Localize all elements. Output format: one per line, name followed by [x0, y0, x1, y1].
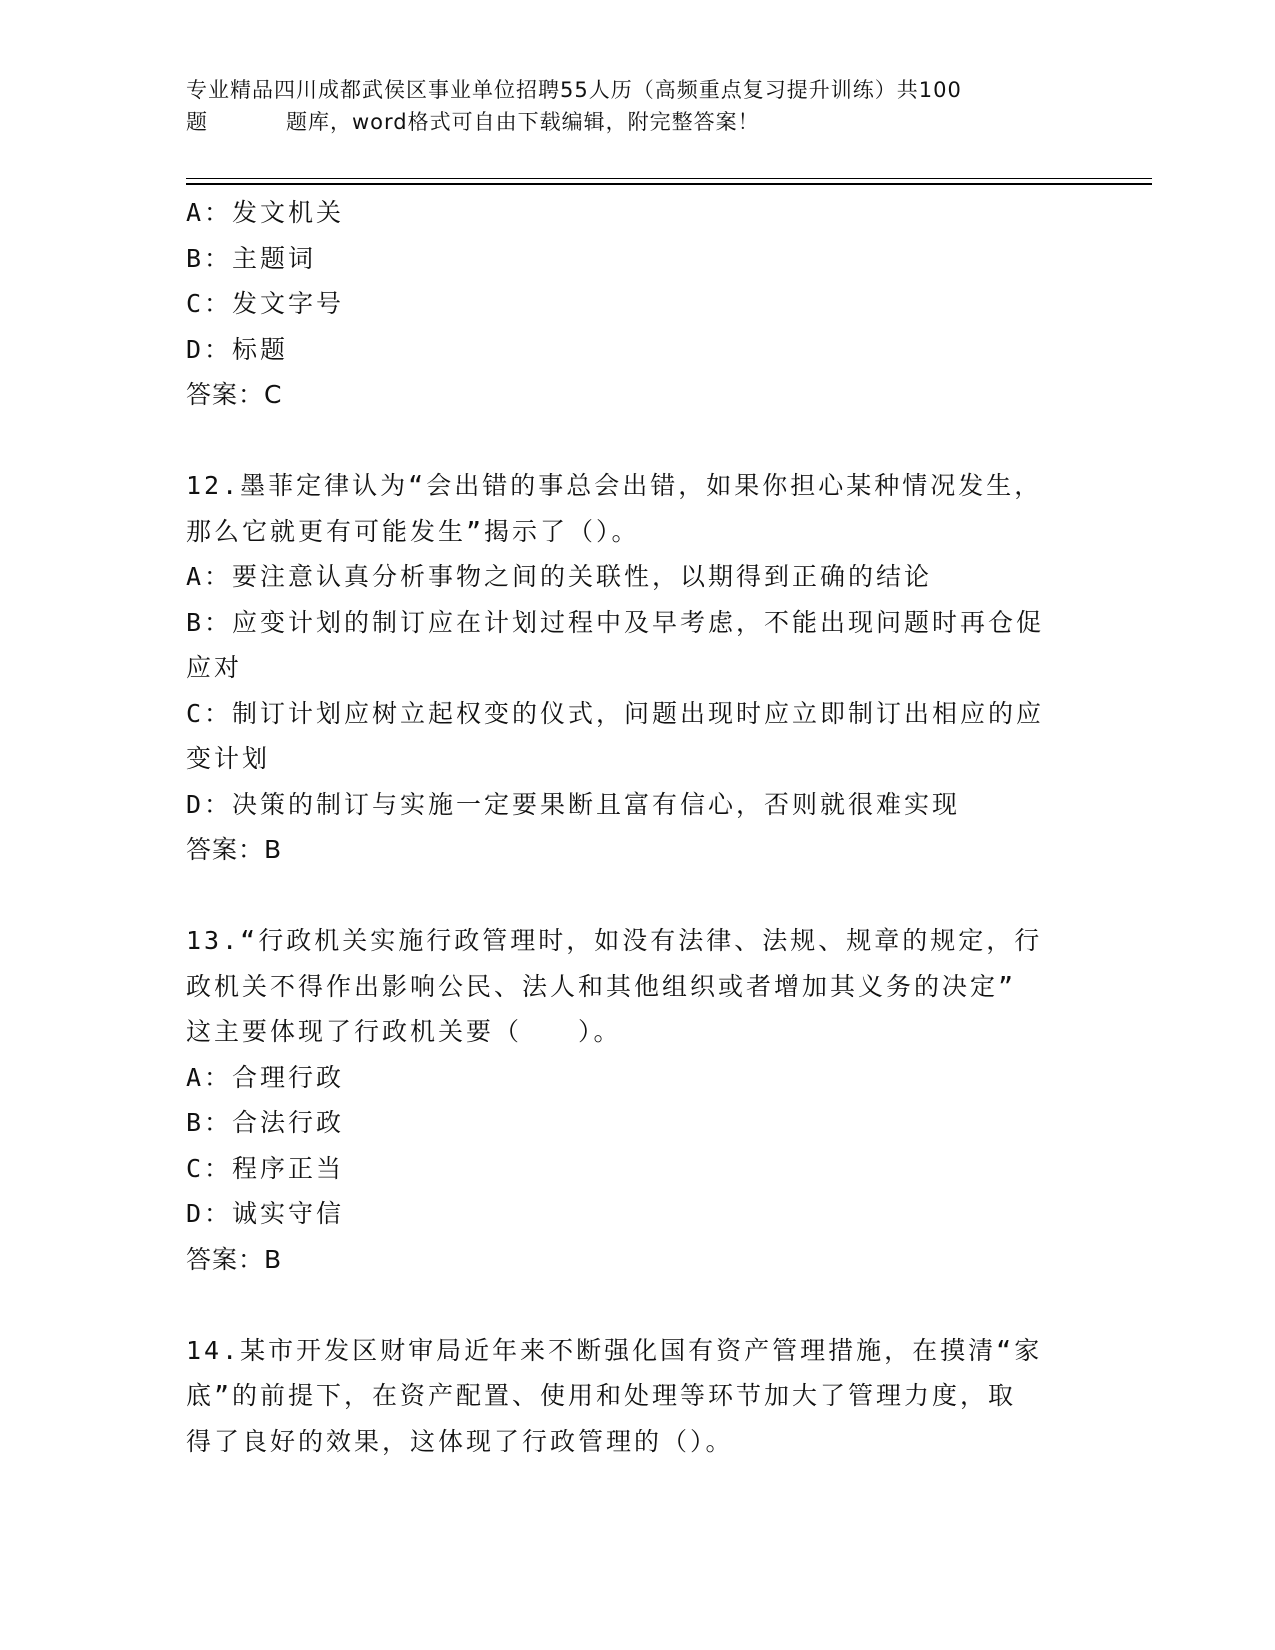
option-d: D：诚实守信	[186, 1199, 345, 1228]
option-a: A：要注意认真分析事物之间的关联性，以期得到正确的结论	[186, 562, 933, 591]
question-stem-line: 14.某市开发区财审局近年来不断强化国有资产管理措施，在摸清“家	[186, 1335, 1043, 1365]
option-c: C：发文字号	[186, 289, 345, 318]
question-13	[186, 918, 1066, 1282]
option-d: D：标题	[186, 334, 289, 364]
header-title-line1: 专业精品四川成都武侯区事业单位招聘55人历（高频重点复习提升训练）共100	[186, 78, 962, 102]
header-divider-thick	[186, 183, 1152, 185]
header-line2-end: 题库，word格式可自由下载编辑，附完整答案！	[286, 110, 760, 134]
question-11	[186, 190, 1066, 418]
question-stem-line: 那么它就更有可能发生”揭示了（）。	[186, 516, 640, 546]
option-c: C：制订计划应树立起权变的仪式，问题出现时应立即制订出相应的应	[186, 698, 1045, 728]
option-c-continued: 变计划	[186, 744, 271, 773]
option-b-continued: 应对	[186, 653, 243, 682]
question-stem-line: 这主要体现了行政机关要（ ）。	[186, 1017, 622, 1046]
answer-line: 答案：B	[186, 835, 283, 864]
question-stem-line: 底”的前提下，在资产配置、使用和处理等环节加大了管理力度，取	[186, 1381, 1017, 1410]
question-12	[186, 463, 1066, 873]
answer-line: 答案：B	[186, 1244, 283, 1274]
question-stem-line: 13.“行政机关实施行政管理时，如没有法律、法规、规章的规定，行	[186, 926, 1043, 955]
header-line2-start: 题	[186, 110, 208, 134]
question-stem-line: 政机关不得作出影响公民、法人和其他组织或者增加其义务的决定”	[186, 971, 1017, 1001]
option-b: B：合法行政	[186, 1108, 345, 1137]
document-header	[186, 74, 1066, 138]
answer-line: 答案：C	[186, 380, 283, 409]
option-b: B：应变计划的制订应在计划过程中及早考虑，不能出现问题时再仓促	[186, 607, 1045, 637]
option-c: C：程序正当	[186, 1153, 345, 1183]
option-b: B：主题词	[186, 243, 317, 273]
header-divider-thin	[186, 178, 1152, 179]
question-stem-line: 得了良好的效果，这体现了行政管理的（）。	[186, 1426, 734, 1456]
question-content	[186, 190, 1066, 1464]
option-a: A：发文机关	[186, 198, 345, 227]
header-title-line2	[186, 106, 1066, 138]
question-14	[186, 1328, 1066, 1465]
option-a: A：合理行政	[186, 1062, 345, 1092]
question-stem-line: 12.墨菲定律认为“会出错的事总会出错，如果你担心某种情况发生，	[186, 471, 1043, 500]
option-d: D：决策的制订与实施一定要果断且富有信心，否则就很难实现	[186, 789, 961, 819]
